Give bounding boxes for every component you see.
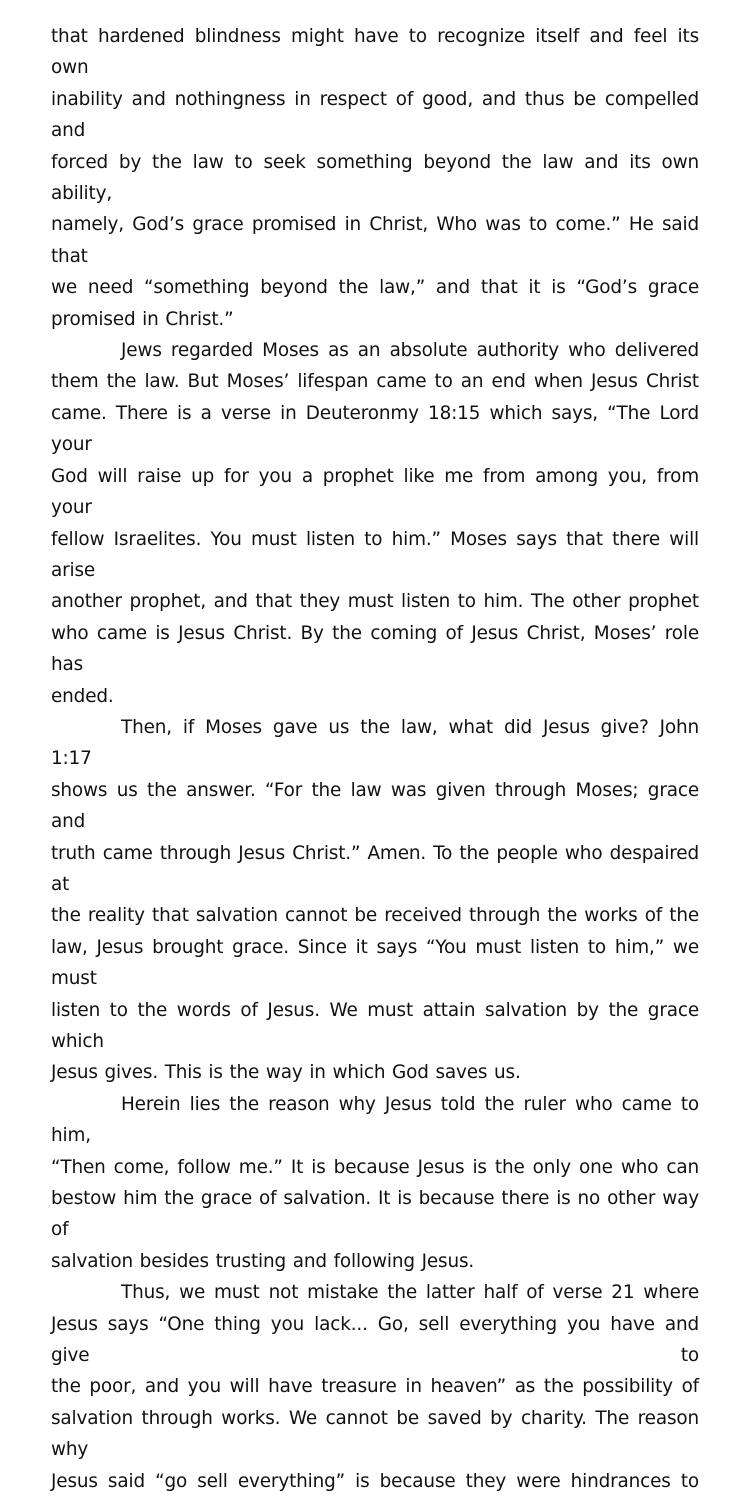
text-line: came. There is a verse in Deuteronmy 18:15 which says, “The Lord your bbox=[51, 402, 699, 456]
text-line: salvation through works. We cannot be saved by charity. The reason why bbox=[51, 1407, 699, 1461]
text-line: Then, if Moses gave us the law, what did Jesus give? John 1:17 bbox=[51, 716, 699, 770]
document-page bbox=[51, 21, 699, 1497]
text-line: law, Jesus brought grace. Since it says “You must listen to him,” we must bbox=[51, 936, 699, 990]
text-line: God will raise up for you a prophet like me from among you, from your bbox=[51, 465, 699, 519]
text-line: promised in Christ.” bbox=[51, 308, 234, 330]
text-line: namely, God’s grace promised in Christ, Who was to come.” He said that bbox=[51, 214, 699, 267]
text-line: bestow him the grace of salvation. It is because there is no other way of bbox=[51, 1188, 699, 1241]
text-line: inability and nothingness in respect of good, and thus be compelled and bbox=[51, 88, 699, 142]
text-line: forced by the law to seek something beyond the law and its own ability, bbox=[51, 151, 699, 205]
text-line: the poor, and you will have treasure in heaven” as the possibility of bbox=[51, 1376, 699, 1398]
paragraph-5 bbox=[51, 1277, 699, 1497]
paragraph-2 bbox=[51, 335, 699, 712]
text-line: truth came through Jesus Christ.” Amen. To the people who despaired at bbox=[51, 842, 699, 895]
text-line: who came is Jesus Christ. By the coming of Jesus Christ, Moses’ role has bbox=[51, 622, 699, 676]
text-line: another prophet, and that they must listen to him. The other prophet bbox=[51, 591, 699, 613]
paragraph-4 bbox=[51, 1089, 699, 1277]
text-line: listen to the words of Jesus. We must attain salvation by the grace which bbox=[51, 999, 699, 1052]
text-line: Thus, we must not mistake the latter half of verse 21 where bbox=[121, 1282, 699, 1304]
text-line: “Then come, follow me.” It is because Jesus is the only one who can bbox=[51, 1156, 699, 1178]
text-line: shows us the answer. “For the law was given through Moses; grace and bbox=[51, 779, 699, 833]
text-line: the reality that salvation cannot be received through the works of the bbox=[51, 905, 699, 927]
text-line: Jesus gives. This is the way in which God saves us. bbox=[51, 1062, 521, 1084]
paragraph-1 bbox=[51, 21, 699, 335]
text-line: Herein lies the reason why Jesus told the ruler who came to him, bbox=[51, 1093, 699, 1147]
paragraph-3 bbox=[51, 712, 699, 1089]
text-line: Jesus says “One thing you lack... Go, sell everything you have and give to bbox=[51, 1313, 699, 1367]
text-line: we need “something beyond the law,” and that it is “God’s grace bbox=[51, 277, 699, 299]
text-line: that hardened blindness might have to recognize itself and feel its own bbox=[51, 26, 699, 79]
text-line: salvation besides trusting and following Jesus. bbox=[51, 1250, 475, 1272]
text-line: Jesus said “go sell everything” is because they were hindrances to bbox=[51, 1470, 699, 1492]
text-line: them the law. But Moses’ lifespan came to an end when Jesus Christ bbox=[51, 371, 699, 393]
text-line: fellow Israelites. You must listen to him.” Moses says that there will arise bbox=[51, 528, 699, 581]
text-line: Jews regarded Moses as an absolute authority who delivered bbox=[121, 340, 699, 362]
text-line: ended. bbox=[51, 685, 114, 707]
